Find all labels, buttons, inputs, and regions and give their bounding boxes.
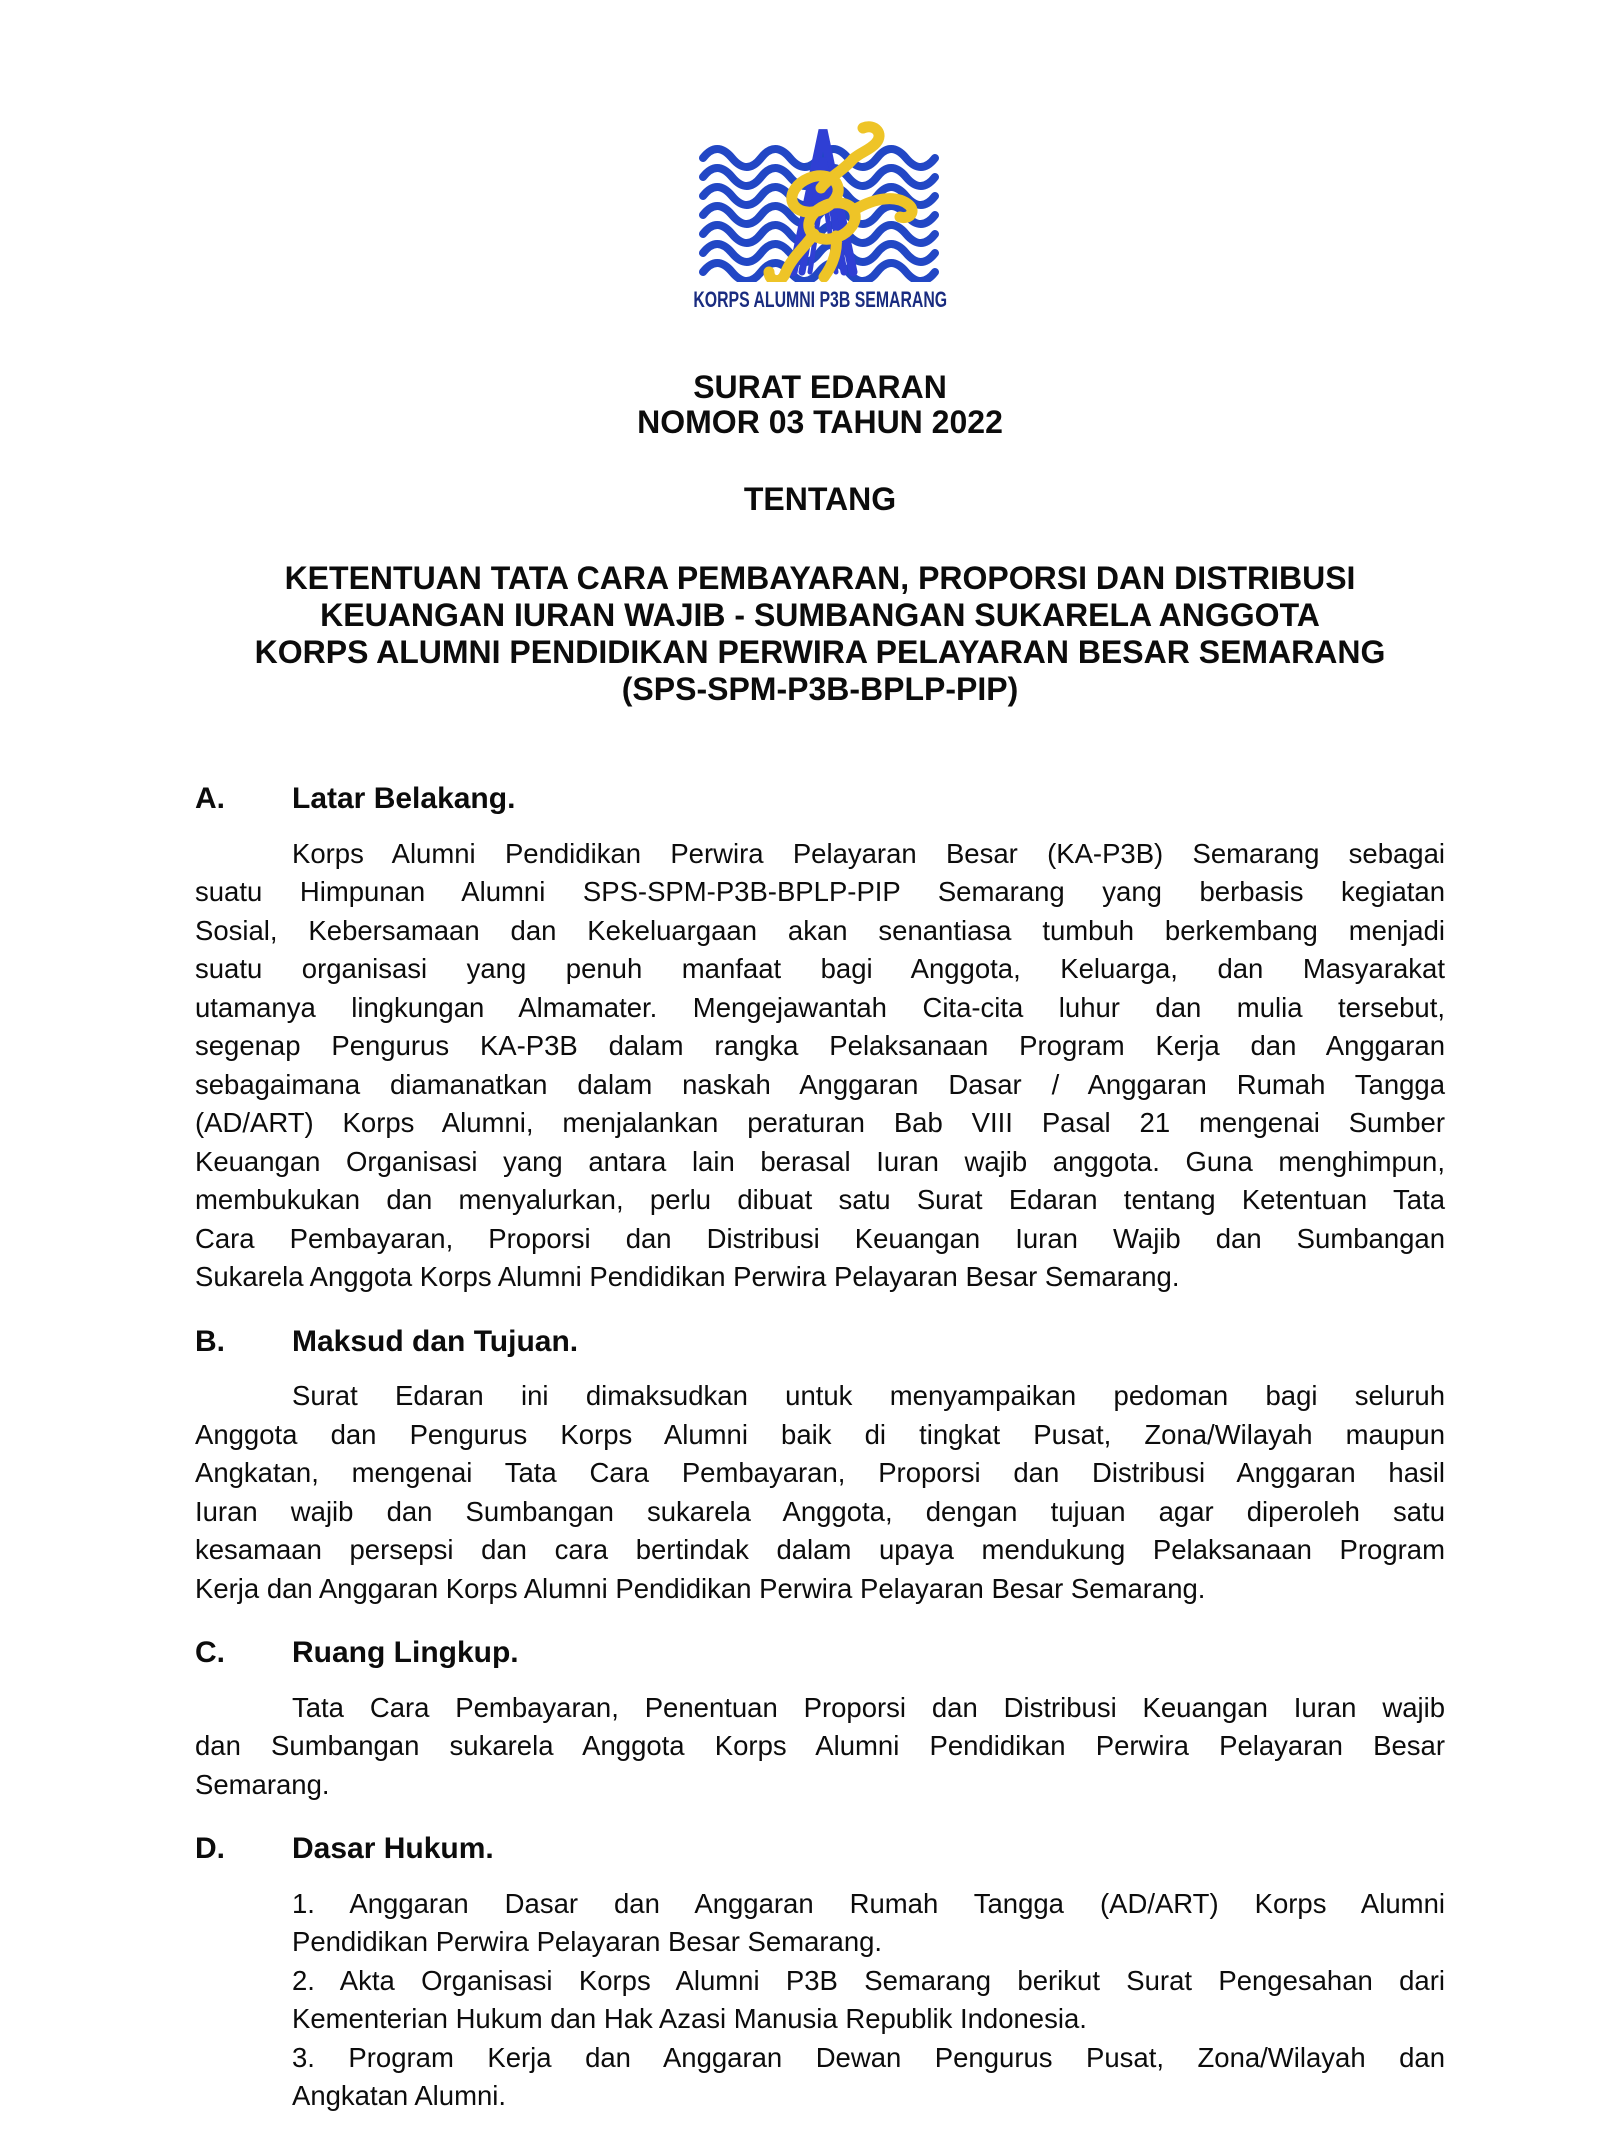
paragraph-line: Surat Edaran ini dimaksudkan untuk menyampaikan pedoman bagi seluruh [292,1380,1445,1411]
paragraph-line: Keuangan Organisasi yang antara lain berasal Iuran wajib anggota. Guna menghimpun, [195,1145,1445,1177]
section-letter: B. [195,1324,225,1358]
paragraph-maksud-tujuan [195,1377,1445,1608]
section-heading-b [195,1323,1445,1362]
list-item-line: Angkatan Alumni. [292,2080,507,2111]
paragraph-line: dan Sumbangan sukarela Anggota Korps Alumni Pendidikan Perwira Pelayaran Besar [195,1730,1445,1761]
list-item-2 [292,1962,1445,2039]
section-letter: D. [195,1832,225,1865]
section-heading-d [195,1830,1445,1869]
section-title: Maksud dan Tujuan. [292,1324,579,1358]
list-item-1 [292,1885,1445,1962]
organization-logo-icon [695,120,945,282]
paragraph-line: Sukarela Anggota Korps Alumni Pendidikan Perwira Pelayaran Besar Semarang. [195,1261,1180,1292]
doc-title [195,560,1445,708]
list-item-line: 3. Program Kerja dan Anggaran Dewan Pengurus Pusat, Zona/Wilayah dan [292,2041,1445,2073]
paragraph-line: Kerja dan Anggaran Korps Alumni Pendidikan Perwira Pelayaran Besar Semarang. [195,1572,1206,1604]
section-heading-a [195,780,1445,819]
paragraph-line: Iuran wajib dan Sumbangan sukarela Anggota, dengan tujuan agar diperoleh satu [195,1495,1445,1527]
doc-type-title: SURAT EDARAN [693,369,947,405]
paragraph-line: suatu Himpunan Alumni SPS-SPM-P3B-BPLP-PIP Semarang yang berbasis kegiatan [195,876,1445,907]
doc-title-line-4: (SPS-SPM-P3B-BPLP-PIP) [621,670,1019,707]
paragraph-line: membukukan dan menyalurkan, perlu dibuat satu Surat Edaran tentang Ketentuan Tata [195,1184,1445,1215]
paragraph-line: Anggota dan Pengurus Korps Alumni baik di tingkat Pusat, Zona/Wilayah maupun [195,1418,1445,1450]
paragraph-line: Angkatan, mengenai Tata Cara Pembayaran, Proporsi dan Distribusi Anggaran hasil [195,1457,1445,1488]
paragraph-line: Tata Cara Pembayaran, Penentuan Proporsi dan Distribusi Keuangan Iuran wajib [292,1691,1445,1723]
paragraph-latar-belakang [195,835,1445,1297]
section-letter: A. [195,782,225,815]
section-heading-c [195,1634,1445,1673]
list-item-line: Pendidikan Perwira Pelayaran Besar Semarang. [292,1926,883,1957]
list-item-line: Kementerian Hukum dan Hak Azasi Manusia Republik Indonesia. [292,2003,1087,2034]
doc-number: NOMOR 03 TAHUN 2022 [637,403,1003,440]
paragraph-line: suatu organisasi yang penuh manfaat bagi Anggota, Keluarga, dan Masyarakat [195,953,1445,984]
paragraph-line: Semarang. [195,1768,330,1800]
paragraph-line: sebagaimana diamanatkan dalam naskah Anggaran Dasar / Anggaran Rumah Tangga [195,1068,1445,1100]
masthead [195,370,1445,708]
paragraph-line: kesamaan persepsi dan cara bertindak dalam upaya mendukung Pelaksanaan Program [195,1534,1445,1565]
section-letter: C. [195,1636,225,1669]
document-body [195,780,1445,2116]
section-title: Dasar Hukum. [292,1832,494,1865]
doc-title-line-1: KETENTUAN TATA CARA PEMBAYARAN, PROPORSI DAN DISTRIBUSI [284,559,1356,596]
section-title: Latar Belakang. [292,782,516,815]
list-item-line: 2. Akta Organisasi Korps Alumni P3B Semarang berikut Surat Pengesahan dari [292,1964,1445,1996]
legal-basis-list [195,1885,1445,2116]
paragraph-line: segenap Pengurus KA-P3B dalam rangka Pelaksanaan Program Kerja dan Anggaran [195,1030,1445,1061]
paragraph-line: Cara Pembayaran, Proporsi dan Distribusi Keuangan Iuran Wajib dan Sumbangan [195,1222,1445,1254]
paragraph-line: Sosial, Kebersamaan dan Kekeluargaan akan senantiasa tumbuh berkembang menjadi [195,914,1445,946]
logo-caption: KORPS ALUMNI P3B SEMARANG [693,287,947,312]
section-title: Ruang Lingkup. [292,1636,519,1669]
paragraph-line: utamanya lingkungan Almamater. Mengejawantah Cita-cita luhur dan mulia tersebut, [195,991,1445,1023]
paragraph-line: Korps Alumni Pendidikan Perwira Pelayaran Besar (KA-P3B) Semarang sebagai [292,837,1445,869]
list-item-line: 1. Anggaran Dasar dan Anggaran Rumah Tangga (AD/ART) Korps Alumni [292,1887,1445,1919]
list-item-3 [292,2039,1445,2116]
paragraph-ruang-lingkup [195,1689,1445,1805]
doc-title-line-3: KORPS ALUMNI PENDIDIKAN PERWIRA PELAYARAN BESAR SEMARANG [254,633,1386,670]
logo-block [195,120,1445,313]
doc-title-line-2: KEUANGAN IURAN WAJIB - SUMBANGAN SUKARELA ANGGOTA [320,596,1320,633]
about-label: TENTANG [743,481,897,517]
paragraph-line: (AD/ART) Korps Alumni, menjalankan peraturan Bab VIII Pasal 21 mengenai Sumber [195,1107,1445,1138]
